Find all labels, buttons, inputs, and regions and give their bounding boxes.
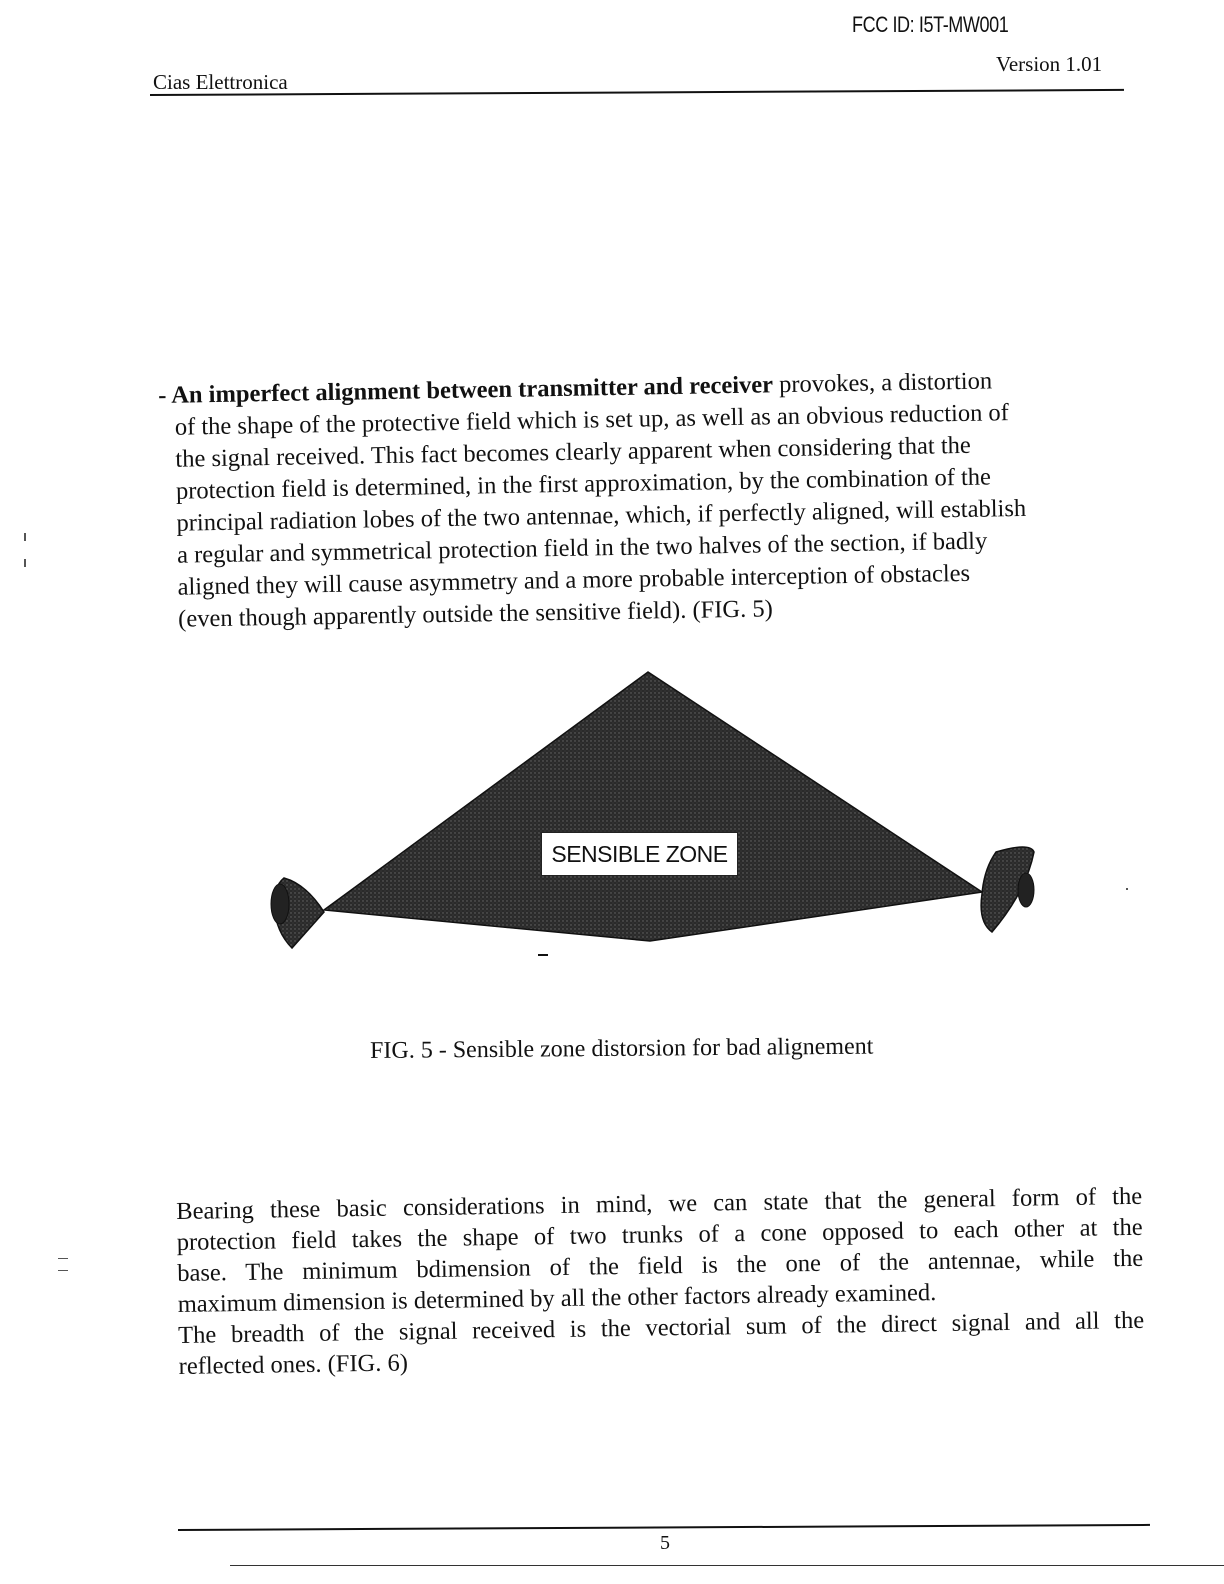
scan-speck (58, 1258, 68, 1259)
page-number: 5 (660, 1532, 670, 1554)
paragraph2-line-2: protection field takes the shape of two trunks of a cone opposed to each other at the (176, 1213, 1143, 1256)
sensible-zone-diagram (262, 664, 1052, 964)
paragraph2-line-6: reflected ones. (FIG. 6) (178, 1349, 409, 1380)
paragraph-line-7: aligned they will cause asymmetry and a more probable interception of obstacles (177, 559, 971, 601)
scan-speck (58, 1270, 68, 1271)
fcc-id: FCC ID: I5T-MW001 (852, 12, 1009, 37)
figure-caption: FIG. 5 - Sensible zone distorsion for bad alignement (370, 1033, 874, 1064)
scan-speck (1126, 888, 1128, 890)
paragraph-considerations (176, 1181, 1145, 1382)
footer-rule-lower (230, 1565, 1224, 1566)
sensible-zone-shape (324, 672, 982, 941)
paragraph-bold-lead: An imperfect alignment between transmitter and receiver (170, 371, 774, 409)
header-rule (150, 89, 1124, 96)
transmitter-antenna-icon (271, 878, 324, 948)
paragraph2-line-4: maximum dimension is determined by all the other factors already examined. (177, 1279, 937, 1318)
scan-speck (24, 533, 26, 541)
paragraph-line-5: principal radiation lobes of the two antennae, which, if perfectly aligned, will establish (176, 494, 1027, 537)
paragraph-line-6: a regular and symmetrical protection field in the two halves of the section, if badly (176, 527, 988, 569)
paragraph2-line-3: base. The minimum bdimension of the field is the one of the antennae, while the (177, 1244, 1144, 1287)
paragraph-line-1: provokes, a distortion (772, 367, 993, 399)
sensible-zone-label: SENSIBLE ZONE (541, 832, 738, 876)
company-name: Cias Elettronica (153, 70, 288, 94)
paragraph2-line-5: The breadth of the signal received is the vectorial sum of the direct signal and all the (177, 1306, 1145, 1349)
receiver-antenna-icon (981, 847, 1034, 932)
paragraph-line-3: the signal received. This fact becomes clearly apparent when considering that the (175, 431, 971, 473)
document-version: Version 1.01 (996, 52, 1103, 76)
figure-5 (262, 664, 1052, 964)
paragraph-dash: - (158, 381, 172, 409)
paragraph-alignment (158, 363, 1127, 636)
paragraph-line-8: (even though apparently outside the sensitive field). (FIG. 5) (177, 595, 773, 633)
scan-speck (24, 559, 26, 567)
footer-rule (178, 1524, 1150, 1531)
paragraph-line-2: of the shape of the protective field which is set up, as well as an obvious reduction of (174, 399, 1010, 441)
paragraph2-line-1: Bearing these basic considerations in mind, we can state that the general form of the (176, 1182, 1143, 1225)
paragraph-line-4: protection field is determined, in the first approximation, by the combination of the (175, 463, 992, 505)
